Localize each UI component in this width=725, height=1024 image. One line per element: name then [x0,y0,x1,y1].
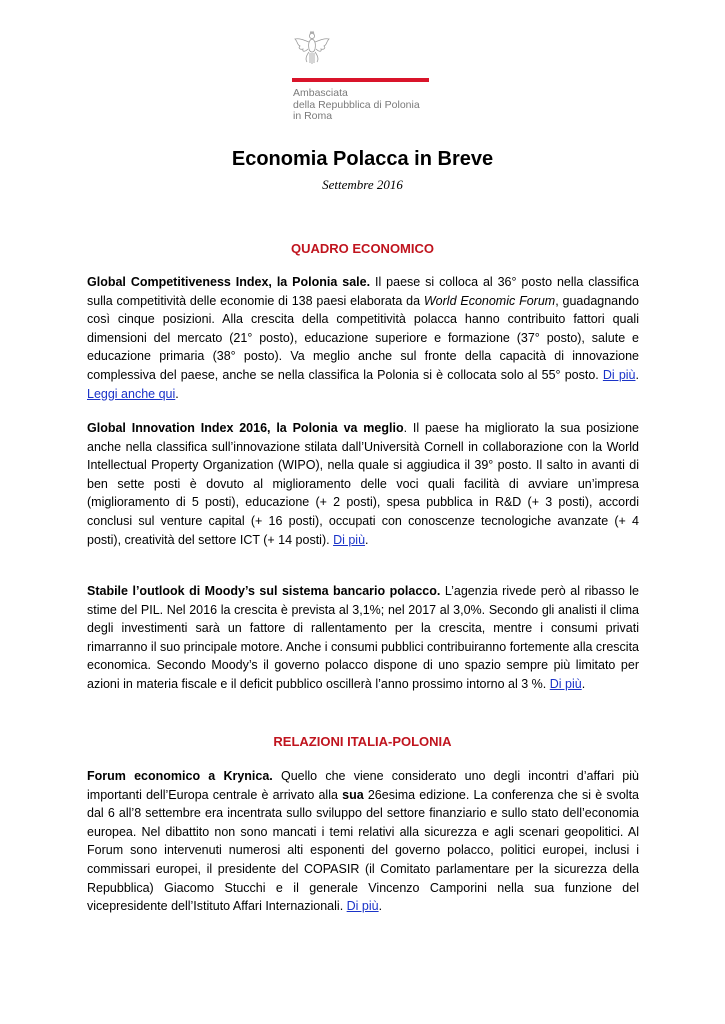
paragraph-lead: Stabile l’outlook di Moody’s sul sistema bancario polacco. [87,584,441,598]
paragraph-text: . [378,899,383,914]
paragraph-text: , guadagnando così cinque posizioni. Alla crescita della competitività polacca hanno contribuito fattori quali dimensioni del mercato (21° posto), educazione superiore e formazione (37° posto), salute e educazione primaria (38° posto). Va meglio anche sul fronte della capacità di innovazione complessiva del paese, anche se nella classifica la Polonia si è collocata solo al 55° posto. [87,293,639,382]
embassy-name [293,88,420,123]
document-date: Settembre 2016 [322,177,403,192]
paragraph-text: . [175,386,179,401]
paragraph-moodys-outlook [87,582,639,694]
paragraph-italic: World Economic Forum [423,293,556,308]
paragraph-lead: Forum economico a Krynica. [87,769,273,783]
paragraph-text: L’agenzia rivede però al ribasso le stime del PIL. Nel 2016 la crescita è prevista al 3,1%; nel 2017 al 3,0%. Secondo gli analisti il clima degli investimenti sarà un fattore di rallentamento per la crescita, mentre i consumi privati rimarranno il suo principale motore. Anche i consumi pubblici contribuiranno fortemente alla crescita economica. Secondo Moody’s il governo polacco dispone di uno spazio sempre più limitato per azioni in materia fiscale e il deficit pubblico oscillerà l’anno prossimo intorno al 3 %. [87,584,639,691]
paragraph-competitiveness-index [87,273,639,403]
paragraph-text: . Il paese ha migliorato la sua posizione anche nella classifica sull’innovazione stilata dall’Università Cornell in collaborazione con la World Intellectual Property Organization (WIPO), nella quale si aggiudica il 39° posto. Il salto in avanti di ben sette posti è dovuto al miglioramento delle voci quali facilità di avviare un’impresa (miglioramento di 5 posti), educazione (+ 2 posti), spesa pubblica in R&D (+ 3 posti), accordi conclusi sul venture capital (+ 16 posti), occupati con conoscenze tecnologiche avanzate (+ 4 posti), creatività del settore ICT (+ 14 posti). [87,421,639,547]
section-heading-relazioni-italia-polonia: RELAZIONI ITALIA-POLONIA [273,734,452,749]
paragraph-text: Il paese si colloca al 36° posto nella classifica sulla competitività delle economie di 138 paesi elaborata da [87,275,639,308]
paragraph-bold: sua [342,787,364,802]
di-piu-link[interactable]: Di più [549,676,582,691]
paragraph-lead: Global Competitiveness Index, la Polonia sale. [87,275,371,289]
di-piu-link[interactable]: Di più [602,367,636,382]
paragraph-krynica-forum [87,767,639,916]
section-heading-quadro-economico: QUADRO ECONOMICO [291,241,434,256]
embassy-line-1: Ambasciata [293,87,348,99]
polish-eagle-emblem-icon [292,30,332,66]
paragraph-text: . [635,367,639,382]
embassy-line-3: in Roma [293,110,333,122]
embassy-line-2: della Repubblica di Polonia [293,98,420,111]
di-piu-link[interactable]: Di più [346,899,379,914]
document-title: Economia Polacca in Breve [231,148,494,170]
leggi-anche-qui-link[interactable]: Leggi anche qui [87,386,176,401]
paragraph-text: 26esima edizione. La conferenza che si è svolta dal 6 all’8 settembre era incentrata sullo sviluppo del settore finanziario e sullo stato dell’economia europea. Nel dibattito non sono mancati i temi relativi alla sicurezza e agli scenari geopolitici. Al Forum sono intervenuti numerosi alti esponenti del governo polacco, politici europei, inclusi i commissari europei, il presidente del COPASIR (il Comitato parlamentare per la sicurezza della Repubblica) Giacomo Stucchi e il generale Vincenzo Camporini nella sua funzione del vicepresidente dell’Istituto Affari Internazionali. [87,787,639,914]
paragraph-text: . [365,532,369,547]
accent-bar [292,78,429,82]
paragraph-text: Quello che viene considerato uno degli incontri d’affari più importanti dell’Europa centrale è arrivato alla [87,769,639,802]
di-piu-link[interactable]: Di più [333,532,366,547]
paragraph-text: . [581,676,586,691]
paragraph-innovation-index [87,419,639,549]
paragraph-lead: Global Innovation Index 2016, la Polonia va meglio [87,421,404,435]
